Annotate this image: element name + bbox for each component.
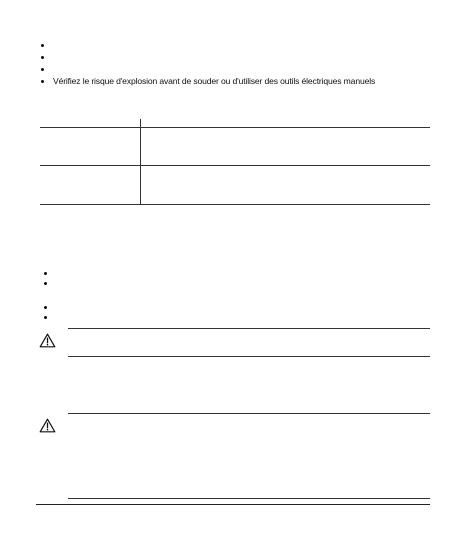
warning-top-rule xyxy=(68,413,430,414)
warning-triangle-icon xyxy=(39,418,56,433)
bullet xyxy=(41,68,44,71)
warning-triangle-icon xyxy=(39,333,56,348)
bullet xyxy=(41,80,44,83)
warning-bottom-rule xyxy=(68,356,430,357)
table-header-rule xyxy=(40,127,430,128)
bullet xyxy=(41,44,44,47)
bullet xyxy=(44,306,47,309)
page-footer-rule xyxy=(36,504,430,505)
table-column-divider xyxy=(140,119,141,205)
table-bottom-rule xyxy=(40,204,430,205)
warning-top-rule xyxy=(68,328,430,329)
bullet xyxy=(44,272,47,275)
list-item-text: Vérifiez le risque d'explosion avant de souder ou d'utiliser des outils électriques manuels xyxy=(53,76,376,86)
bullet xyxy=(41,56,44,59)
bullet xyxy=(44,316,47,319)
warning-bottom-rule xyxy=(68,498,430,499)
table-row-divider xyxy=(40,165,430,166)
bullet xyxy=(44,282,47,285)
